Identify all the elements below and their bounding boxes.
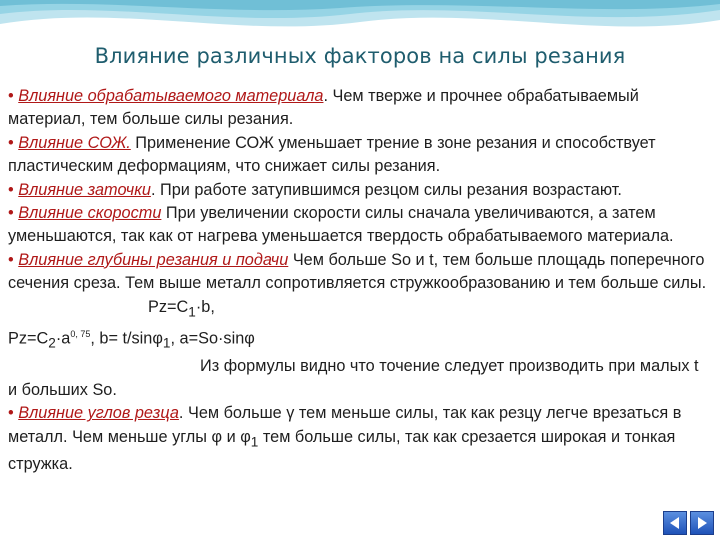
slide-body: [8, 85, 708, 477]
list-item: • Влияние обрабатываемого материала. Чем тверже и прочнее обрабатываемый материал, тем больше силы резания.: [8, 87, 639, 129]
decorative-wave-header: [0, 0, 720, 50]
triangle-left-icon: [664, 512, 686, 534]
item-heading: Влияние глубины резания и подачи: [18, 250, 289, 269]
list-item: • Влияние заточки. При работе затупившимся резцом силы резания возрастают.: [8, 180, 622, 199]
item-heading: Влияние скорости: [18, 204, 162, 223]
list-item: • Влияние глубины резания и подачи Чем больше So и t, тем больше площадь поперечного сечения среза. Тем выше металл сопротивляется стружкообразованию и тем больше $силы.Pz=C_1\cdot b$,: [8, 250, 707, 319]
formula-conclusion: Из формулы видно что точение следует производить при малых t и больших So.: [8, 357, 699, 399]
prev-slide-button[interactable]: [663, 511, 687, 535]
next-slide-button[interactable]: [690, 511, 714, 535]
item-heading: Влияние обрабатываемого материала: [18, 87, 324, 105]
formula-pz1: $Pz=C_1\cdot b$,: [148, 297, 215, 319]
slide-title: Влияние различных факторов на силы резания: [94, 44, 626, 68]
item-heading: Влияние СОЖ.: [18, 133, 131, 152]
triangle-right-icon: [691, 512, 713, 534]
item-heading: Влияние углов резца: [18, 404, 179, 423]
list-item: • Влияние скорости При увеличении скорости силы сначала увеличиваются, а затем уменьшаются, так как от нагрева уменьшается твердость обрабатываемого материала.: [8, 204, 674, 246]
list-item: • Влияние СОЖ. Применение СОЖ уменьшает трение в зоне резания и способствует пластическим деформациям, что снижает силы резания.: [8, 133, 656, 176]
formula-line: $Pz=C_2\cdot a^{0, 75}$, b= t/sinφ$_1$, a=So·sinφ: [8, 329, 255, 351]
item-heading: Влияние заточки: [18, 180, 151, 199]
list-item: • Влияние углов резца. Чем больше γ тем меньше силы, так как резцу легче врезаться в металл. Чем меньше углы φ и $\varphi_1$ тем больше силы, так как срезается широкая и тонкая стружка.: [8, 404, 682, 474]
